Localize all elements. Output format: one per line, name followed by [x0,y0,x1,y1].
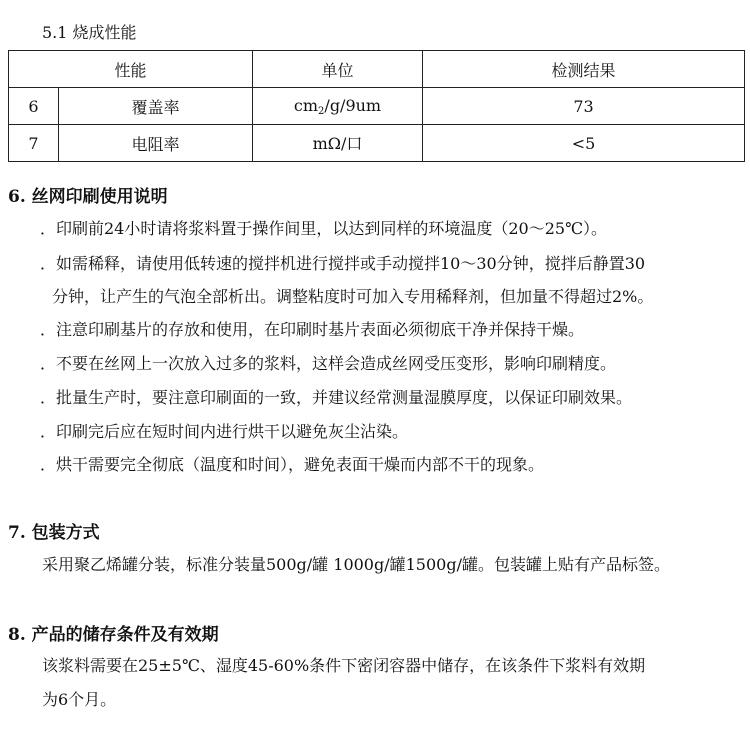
section-6-title: 6. 丝网印刷使用说明 [8,187,168,207]
list-item: ．注意印刷基片的存放和使用，在印刷时基片表面必须彻底干净并保持干燥。 [40,320,585,339]
list-item: ．印刷前24小时请将浆料置于操作间里，以达到同样的环境温度（20～25℃）。 [40,219,607,238]
list-item: ．如需稀释，请使用低转速的搅拌机进行搅拌或手动搅拌10～30分钟，搅拌后静置30 [40,254,646,273]
row-number: 7 [9,125,59,162]
list-item: ．批量生产时，要注意印刷面的一致，并建议经常测量湿膜厚度，以保证印刷效果。 [40,388,633,407]
unit-subscript: 2 [318,105,325,117]
section-5-1-title: 5.1 烧成性能 [42,23,137,42]
row-result: <5 [423,125,745,162]
performance-table [8,50,745,162]
row-unit [253,88,423,125]
row-unit [253,125,423,162]
section-7-title: 7. 包装方式 [8,523,100,543]
table-header-row [9,51,745,88]
row-number: 6 [9,88,59,125]
row-property: 电阻率 [59,125,253,162]
row-result: 73 [423,88,745,125]
header-property: 性能 [9,51,253,88]
table-row [9,125,745,162]
unit-main: mΩ/口 [312,134,363,153]
packaging-text: 采用聚乙烯罐分装，标准分装量500g/罐 1000g/罐1500g/罐。包装罐上贴有产品标签。 [42,555,670,574]
list-item-continuation: 分钟，让产生的气泡全部析出。调整粘度时可加入专用稀释剂，但加量不得超过2%。 [52,287,654,306]
list-item: ．不要在丝网上一次放入过多的浆料，这样会造成丝网受压变形，影响印刷精度。 [40,354,617,373]
table-row [9,88,745,125]
storage-text-line: 该浆料需要在25±5℃、湿度45-60%条件下密闭容器中储存，在该条件下浆料有效期 [42,656,646,675]
storage-text-line: 为6个月。 [42,690,117,709]
row-property: 覆盖率 [59,88,253,125]
unit-rest: /g/9um [324,95,382,115]
section-8-title: 8. 产品的储存条件及有效期 [8,625,219,645]
unit-main: cm [293,95,319,115]
header-unit: 单位 [253,51,423,88]
list-item: ．烘干需要完全彻底（温度和时间），避免表面干燥而内部不干的现象。 [40,455,545,474]
header-result: 检测结果 [423,51,745,88]
list-item: ．印刷完后应在短时间内进行烘干以避免灰尘沾染。 [40,422,409,441]
